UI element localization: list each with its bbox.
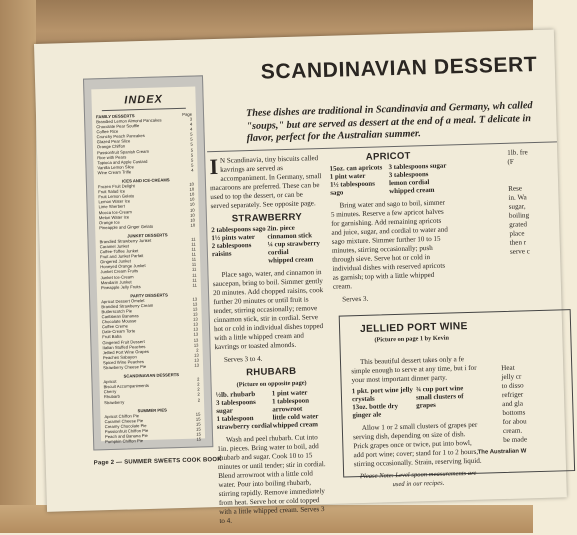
index-entry-page: 4 bbox=[190, 127, 192, 132]
index-entry-page: 13 bbox=[193, 312, 198, 317]
index-entry-page: 10 bbox=[189, 187, 194, 192]
index-entry-page: 11 bbox=[192, 252, 196, 257]
jellied-ingredients bbox=[352, 385, 481, 421]
index-entry-name: Coffee Creme bbox=[102, 324, 128, 330]
index-entry-name: Melon Water Ice bbox=[99, 214, 129, 220]
recipe-column-1 bbox=[209, 154, 331, 530]
index-entry-page: 15 bbox=[196, 416, 201, 421]
index-entry-name: Pineapple and Ginger Gelato bbox=[99, 224, 153, 231]
jellied-right-column-cut: Heat jelly cr to disso refriger and gla bottoms for abou cream. be made bbox=[501, 362, 573, 445]
cookbook-page bbox=[34, 29, 567, 511]
index-entry-name: Brandied Lemon Almond Pancakes bbox=[96, 117, 162, 124]
apricot-method: Bring water and sago to boil, simmer 5 minutes. Reserve a few apricot halves for garnishing. Add remaining apricots and juice, sugar, and cordial to water and sago mixture. Simmer further 10 to 15 minutes, stirring occasionally; push through sieve. Serve hot or cold in individual dishes with reserved apricots as garnish; top with a little whipped cream. bbox=[331, 198, 451, 291]
apricot-ingredients bbox=[330, 163, 449, 198]
index-entry-page: 11 bbox=[191, 242, 195, 247]
index-section-title: SUMMER PIES bbox=[138, 407, 167, 413]
index-section-title: JUNKET DESSERTS bbox=[127, 232, 168, 238]
index-entry-name: Junket Cream Fruits bbox=[100, 269, 138, 275]
index-entry-name: Orange Ice bbox=[99, 219, 120, 225]
index-entry-page: 11 bbox=[192, 267, 196, 272]
rhubarb-ingredients-left: ½lb. rhubarb 3 tablespoons sugar 1 tablespoon strawberry cordial bbox=[216, 390, 273, 432]
index-entry-page: 10 bbox=[190, 202, 195, 207]
jellied-ingredients-left: 1 pkt. port wine jelly crystals 13oz. bottle dry ginger ale bbox=[352, 386, 417, 420]
index-entry-name: Mandarin Junket bbox=[101, 279, 132, 285]
jellied-lead: This beautiful dessert takes only a fe simple enough to serve at any time, but i for your most important dinner party. bbox=[351, 355, 480, 386]
index-entry-page: 10 bbox=[190, 197, 195, 202]
strawberry-ingredients-left: 2 tablespoons sago 1½ pints water 2 tablespoons raisins bbox=[211, 226, 268, 268]
index-entry-name: Passionfruit Spanish Cream bbox=[97, 148, 149, 155]
index-panel bbox=[83, 75, 213, 450]
index-entry-name: Italian Stuffed Peaches bbox=[102, 344, 145, 350]
jellied-heading: JELLIED PORT WINE bbox=[360, 318, 570, 335]
index-entry-name: Passionfruit Chiffon Pie bbox=[105, 428, 149, 434]
jellied-method: Allow 1 or 2 small clusters of grapes per serving dish, depending on size of dish. Prick grapes once or twice, put into bowl, add port wine; cover; stand for 1 to 2 hours, stirring occasionally. Strain, reserving liquid. bbox=[353, 421, 482, 470]
index-entry-name: Wine Cream Trifle bbox=[98, 169, 132, 175]
index-entry-page: 5 bbox=[190, 132, 192, 137]
rhubarb-heading: RHUBARB bbox=[215, 366, 327, 378]
index-entry-name: Spiced Wine Peaches bbox=[103, 359, 144, 365]
index-entry-page: 13 bbox=[194, 363, 199, 368]
index-entry-name: Jellied Port Wine Grapes bbox=[103, 349, 149, 355]
index-entry-name: Strawberry bbox=[104, 399, 124, 405]
jellied-ingredients-right: ¾ cup port wine small clusters of grapes bbox=[416, 385, 481, 419]
footer-page-label: Page 2 — SUMMER SWEETS COOK BOOK bbox=[94, 457, 222, 467]
strawberry-ingredients-right: 2in. piece cinnamon stick ¼ cup strawberry cordial whipped cream bbox=[267, 224, 324, 266]
index-entry-name: Chocolate Mousse bbox=[102, 318, 137, 324]
index-section-title: PARTY DESSERTS bbox=[130, 292, 168, 298]
index-entry-name: Fruit Lemon Gelato bbox=[98, 193, 134, 199]
index-entry-page: 2 bbox=[197, 392, 199, 397]
index-entry-name: Gingered Junket bbox=[100, 259, 131, 265]
index-entry-page: 11 bbox=[192, 272, 196, 277]
index-entry-page: 11 bbox=[192, 282, 196, 287]
index-entry-name: Crunchy Peach Pancakes bbox=[97, 133, 145, 139]
index-entry-page: 13 bbox=[194, 357, 199, 362]
index-entry-page: 11 bbox=[192, 262, 196, 267]
index-entry-name: Orange Chiffon bbox=[97, 144, 125, 150]
index-entry-name: Pumpkin Chiffon Pie bbox=[105, 438, 143, 444]
rhubarb-subheading: (Picture on opposite page) bbox=[215, 378, 327, 390]
index-divider bbox=[102, 108, 186, 111]
index-entry-name: Caramel Junket bbox=[100, 243, 129, 249]
index-entry-name: Butterscotch Pie bbox=[101, 308, 132, 314]
apricot-ingredients-left: 15oz. can apricots 1 pint water 1½ tablespoons sago bbox=[330, 164, 390, 198]
apricot-heading: APRICOT bbox=[329, 151, 447, 163]
recipe-column-2 bbox=[329, 151, 451, 309]
index-entry-page: 2 bbox=[198, 397, 200, 402]
index-entry-page: 13 bbox=[194, 337, 199, 342]
index-entry-name: Creamy Chocolate Pie bbox=[105, 423, 147, 429]
index-entry-page: 13 bbox=[194, 352, 199, 357]
index-entry-name: Vanilla Lemon Slice bbox=[97, 164, 134, 170]
index-entry-name: Tapioca and Apple Custard bbox=[97, 159, 147, 165]
recipe-column-3-cut: 1lb. fre (F Rese in. Wa sugar, boiling grated place then r serve c bbox=[507, 147, 560, 256]
index-entry-page: 13 bbox=[193, 327, 198, 332]
index-entry-page: 4 bbox=[190, 122, 192, 127]
index-entry-page: 10 bbox=[189, 182, 194, 187]
index-entry-page: 10 bbox=[190, 217, 195, 222]
index-entry-page: 13 bbox=[193, 307, 198, 312]
index-entry-page: 13 bbox=[194, 342, 199, 347]
index-entry-name: Pineapple Jelly Fruits bbox=[101, 284, 141, 290]
index-entry-name: Frozen Fruit Delight bbox=[98, 183, 135, 189]
rhubarb-ingredients-right: 1 pint water 1 tablespoon arrowroot little cold water whipped cream bbox=[272, 389, 329, 431]
index-entry-name: Honeyed Orange Junket bbox=[100, 263, 146, 269]
index-entry-page: 5 bbox=[191, 147, 193, 152]
index-entry-name: Rhubarb bbox=[104, 394, 120, 400]
rhubarb-method: Wash and peel rhubarb. Cut into 1in. pieces. Bring water to boil, add rhubarb and sugar. Cook 10 to 15 minutes or until tender; stir in cordial. Blend arrowroot with a little cold water. Pour into boiling rhubarb, stirring rapidly. Remove immediately from heat. Serve hot or cold topped with a little whipped cream. Serves 3 to 4. bbox=[217, 433, 331, 526]
index-entry-name: Fruit Salad Ice bbox=[98, 189, 125, 195]
index-entry-page: 15 bbox=[196, 411, 201, 416]
index-entry-name: Apricot bbox=[103, 379, 116, 384]
jellied-subheading: (Picture on page 1 by Kevin bbox=[374, 331, 570, 343]
index-section-title: SCANDINAVIAN DESSERTS bbox=[123, 372, 179, 379]
index-entry-page: 10 bbox=[190, 207, 195, 212]
index-entry-page: 15 bbox=[196, 421, 201, 426]
strawberry-method: Place sago, water, and cinnamon in saucepan, bring to boil. Simmer gently 20 minutes. Add chopped raisins, cook further 20 minutes or until fruit is tender, stirring occasionally; remove cinnamon stick, stir in cordial. Serve hot or cold in individual dishes topped with a little whipped cream and kavrings or toasted almonds. bbox=[212, 268, 326, 352]
index-entry-page: 5 bbox=[191, 162, 193, 167]
index-entry-page: 13 bbox=[193, 317, 198, 322]
drop-cap: I bbox=[209, 158, 218, 176]
index-entry-name: Strawberry Cheese Pie bbox=[103, 364, 146, 370]
index-entry-name: Coffee Rice bbox=[96, 129, 118, 135]
index-entry-name: Gingered Fruit Dessert bbox=[102, 339, 144, 345]
lead-paragraph: N Scandinavia, tiny biscuits called kavrings are served as accompaniment. In Germany, small macaroons are preferred. These can be used to top the dessert, or can be served separately. See opposite page. bbox=[210, 154, 321, 210]
index-entry-page: 5 bbox=[191, 152, 193, 157]
index-entry-name: Fruit and Junket Parfait bbox=[100, 253, 143, 259]
index-entry-name: Apricot Chiffon Pie bbox=[104, 413, 139, 419]
jellied-port-wine-box bbox=[339, 309, 575, 477]
index-entry-name: Brandied Strawberry Junket bbox=[99, 238, 151, 245]
index-entry-name: Date-Cream Torte bbox=[102, 329, 135, 335]
index-entry-page: 5 bbox=[190, 137, 192, 142]
index-entry-name: Caribbean Bananas bbox=[102, 313, 139, 319]
rhubarb-ingredients bbox=[216, 389, 329, 432]
index-entry-name: Peaches Sabayon bbox=[103, 354, 137, 360]
jellied-left-column bbox=[351, 355, 483, 491]
measurement-note: Please Note: Level spoon measurements are used in our recipes. bbox=[354, 469, 482, 491]
index-list bbox=[92, 112, 205, 445]
index-entry-page: 11 bbox=[192, 277, 196, 282]
index-entry-name: Fruit Baba bbox=[102, 334, 121, 340]
index-entry-name: Chocolate Pear Souffle bbox=[96, 123, 139, 129]
strawberry-heading: STRAWBERRY bbox=[211, 212, 323, 224]
index-entry-page: 11 bbox=[191, 236, 195, 241]
index-entry-name: Brandied Strawberry Cream bbox=[101, 303, 153, 310]
index-entry-page: 5 bbox=[191, 157, 193, 162]
index-entry-name: Apricot Dessert Omelet bbox=[101, 298, 144, 304]
index-entry-page: 13 bbox=[193, 322, 198, 327]
index-entry-page: 13 bbox=[193, 332, 198, 337]
footer-publication: The Australian W bbox=[478, 448, 527, 455]
index-entry-name: Coffee-Toffee Junket bbox=[100, 248, 139, 254]
index-entry-page: 11 bbox=[191, 247, 195, 252]
index-entry-name: Junket Ice-Cream bbox=[100, 274, 133, 280]
apricot-ingredients-right: 3 tablespoons sugar 3 tablespoons lemon cordial whipped cream bbox=[388, 163, 448, 197]
index-entry-page: 15 bbox=[196, 431, 201, 436]
index-entry-name: Caramel Cheese Pie bbox=[104, 418, 143, 424]
strawberry-ingredients bbox=[211, 224, 324, 267]
index-entry-page: 10 bbox=[190, 222, 195, 227]
index-entry-name: Glazed Pear Slice bbox=[97, 139, 131, 145]
index-entry-name: Lime Sherbert bbox=[99, 204, 125, 210]
apricot-serves: Serves 3. bbox=[333, 292, 451, 304]
strawberry-serves: Serves 3 to 4. bbox=[215, 353, 327, 365]
index-section-title: FAMILY DESSERTS bbox=[96, 113, 135, 119]
index-entry-name: Cherry bbox=[104, 389, 117, 394]
index-title: INDEX bbox=[91, 93, 195, 108]
index-entry-name: Biscuit Accompaniments bbox=[104, 383, 150, 389]
index-entry-page: 10 bbox=[190, 192, 195, 197]
index-section-title: ICES AND ICE-CREAMS bbox=[122, 177, 170, 183]
index-entry-page: 11 bbox=[192, 257, 196, 262]
index-entry-page: 2 bbox=[196, 347, 198, 352]
index-entry-page: 2 bbox=[197, 387, 199, 392]
index-entry-name: Mocca Ice-Cream bbox=[99, 209, 132, 215]
page-title: SCANDINAVIAN DESSERT bbox=[261, 53, 538, 85]
index-entry-page: 13 bbox=[192, 296, 197, 301]
index-page-label: Page bbox=[182, 112, 192, 117]
index-entry-page: 13 bbox=[193, 301, 198, 306]
index-inner bbox=[91, 87, 205, 442]
index-entry-page: 3 bbox=[190, 117, 192, 122]
index-entry-name: Lemon Water Ice bbox=[98, 199, 130, 205]
index-entry-page: 4 bbox=[191, 168, 193, 173]
index-entry-name: Rice with Pears bbox=[97, 154, 126, 160]
index-entry-page: 2 bbox=[197, 382, 199, 387]
index-entry-page: 5 bbox=[190, 142, 192, 147]
index-entry-name: Peach and Banana Pie bbox=[105, 433, 148, 439]
intro-text: These dishes are traditional in Scandinavia and Germany, wh called "soups," but are served as dessert at the end of a meal. T delicate in flavor, perfect for the Australian summer. bbox=[246, 99, 557, 145]
index-entry-page: 15 bbox=[196, 437, 201, 442]
index-entry-page: 10 bbox=[190, 212, 195, 217]
index-entry-page: 2 bbox=[197, 377, 199, 382]
desk-background-left bbox=[0, 0, 36, 533]
index-entry-page: 15 bbox=[196, 426, 201, 431]
